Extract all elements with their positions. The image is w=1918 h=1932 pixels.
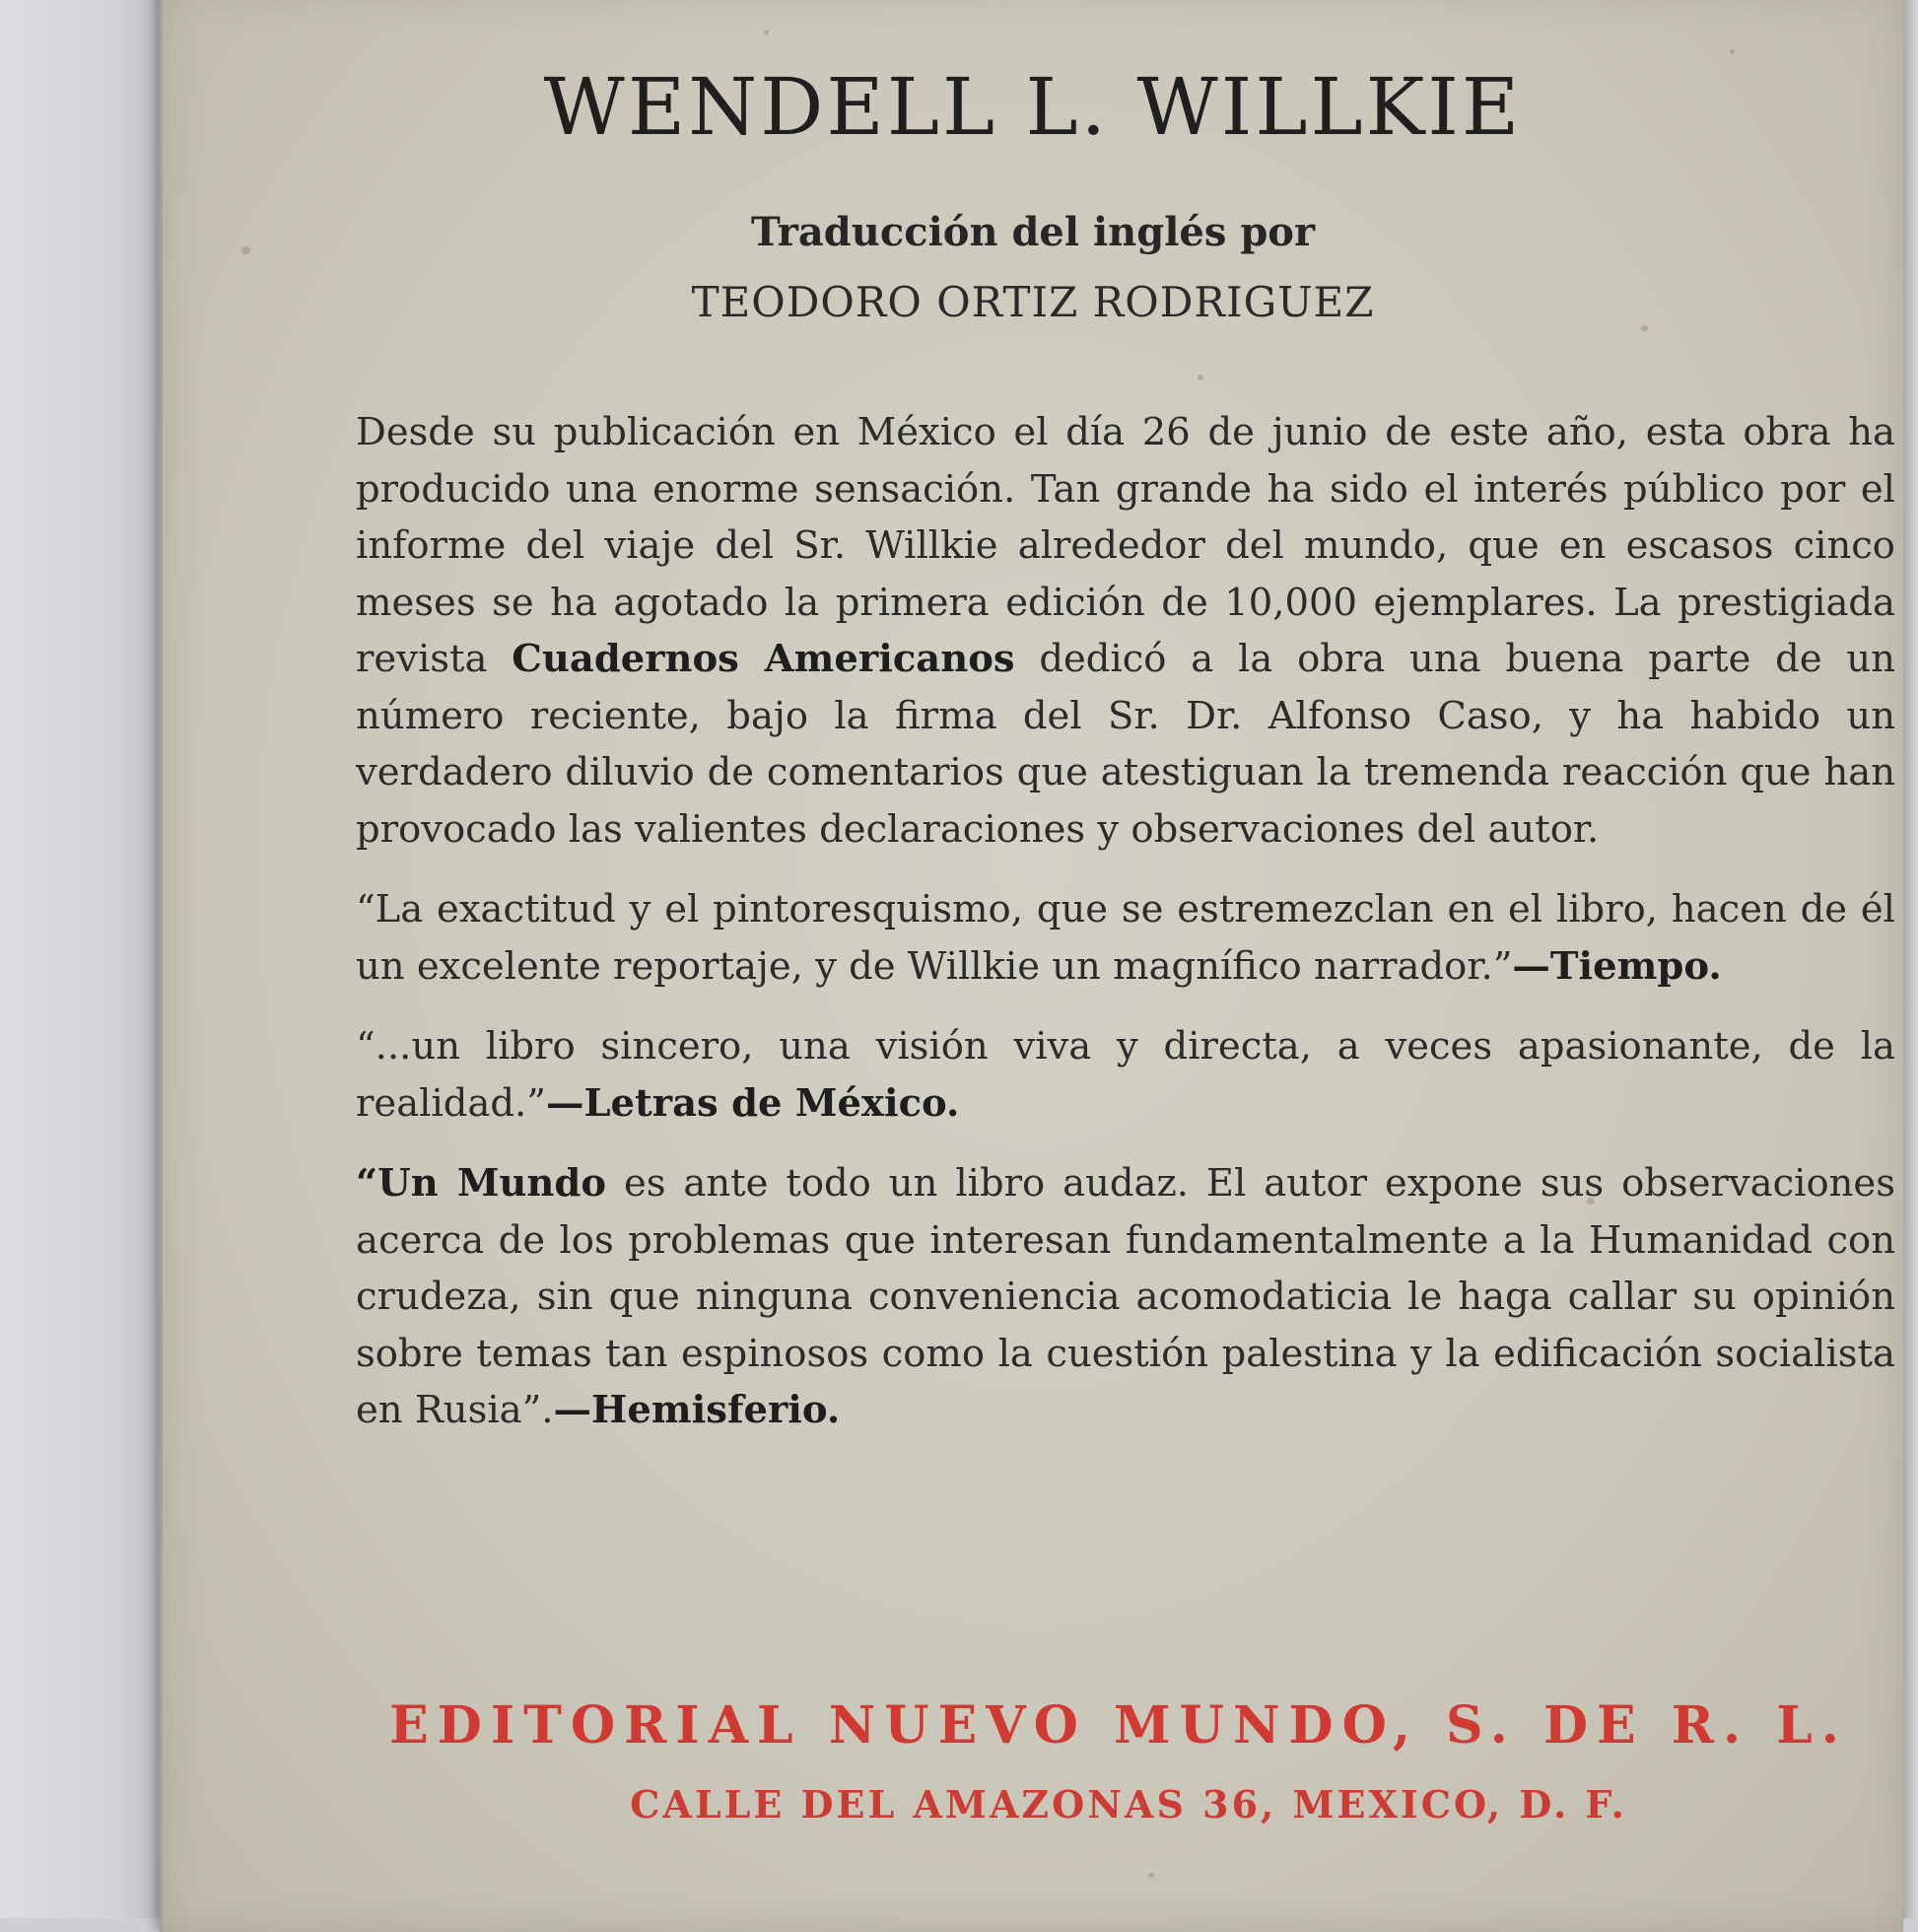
quote-text: “...un libro sincero, una visión viva y directa, a veces apasionante, de la realidad.” xyxy=(356,1024,1895,1126)
publisher-name: EDITORIAL NUEVO MUNDO, S. DE R. L. xyxy=(389,1695,1848,1756)
quote-source: —Letras de México. xyxy=(545,1080,960,1126)
journal-title: Cuadernos Americanos xyxy=(512,637,1015,681)
translation-note: Traducción del inglés por xyxy=(750,209,1316,255)
paper-speck xyxy=(1730,49,1735,54)
background-surface xyxy=(0,0,168,1918)
paragraph-text: Desde su publicación en México el día 26 de junio de este año, esta obra ha producido una enorme sensación. Tan grande ha sido el interés público por el informe del viaje del Sr. Willkie alrededor del mundo, que en escasos cinco meses se ha agotado la primera edición de 10,000 ejemplares. La prestigiada revista xyxy=(356,410,1895,681)
author-heading: WENDELL L. WILLKIE xyxy=(543,61,1523,153)
description-paragraph xyxy=(356,404,1895,858)
quote-text: es ante todo un libro audaz. El autor expone sus observaciones acerca de los problemas que interesan fundamentalmente a la Humanidad con crudeza, sin que ninguna conveniencia acomodaticia le haga callar su opinión sobre temas tan espinosos como la cuestión palestina y la edificación socialista en Rusia”. xyxy=(356,1161,1895,1432)
quote-source: —Hemisferio. xyxy=(553,1388,841,1432)
quote-text: “La exactitud y el pintoresquismo, que se estremezclan en el libro, hacen de él un excelente reportaje, y de Willkie un magnífico narrador.” xyxy=(356,887,1895,989)
paper-speck xyxy=(1148,1873,1154,1878)
translator-name: TEODORO ORTIZ RODRIGUEZ xyxy=(691,278,1375,326)
paper-speck xyxy=(764,30,769,34)
book-back-cover xyxy=(160,0,1903,1932)
publisher-address: CALLE DEL AMAZONAS 36, MEXICO, D. F. xyxy=(630,1782,1627,1827)
description-text xyxy=(356,404,1895,1463)
review-quote xyxy=(356,1018,1895,1132)
review-quote xyxy=(356,881,1895,995)
quote-source: —Tiempo. xyxy=(1512,943,1722,989)
paper-speck xyxy=(1198,375,1203,380)
book-title: “Un Mundo xyxy=(356,1161,607,1206)
review-quote xyxy=(356,1155,1895,1439)
paragraph-text: dedicó a la obra una buena parte de un número reciente, bajo la firma del Sr. Dr. Alfonso Caso, y ha habido un verdadero diluvio de comentarios que atestiguan la tremenda reacción que han provocado las valientes declaraciones y observaciones del autor. xyxy=(356,637,1895,852)
